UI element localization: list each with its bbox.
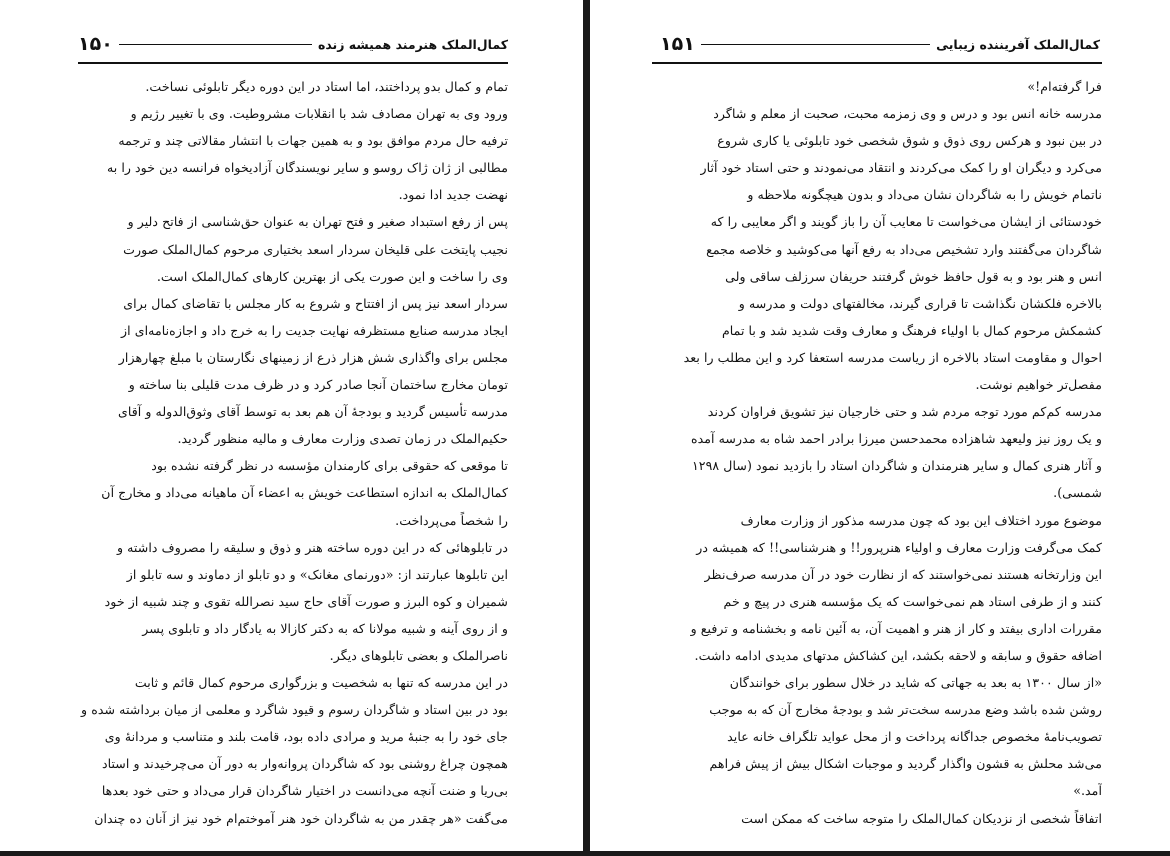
text-line: می‌گفت «هر چقدر من به شاگردان خود هنر آموختم‌ام خود نیز از آنان ده چندان: [94, 810, 508, 826]
text-line: حکیم‌الملک در زمان تصدی وزارت معارف و مالیه منظور گردید.: [177, 431, 508, 447]
text-line: شمیران و کوه البرز و صورت آقای حاج سید نصرالله تقوی و چند شبیه از خود: [104, 593, 508, 609]
text-line: کمک می‌گرفت وزارت معارف و اولیاء هنرپرور!! و هنرشناسی!! که همیشه در: [696, 539, 1102, 555]
text-line: این تابلوها عبارتند از: «دورنمای مغانک» و دو تابلو از دماوند و سه تابلو از: [126, 566, 508, 582]
text-line: روشن شده باشد وضع مدرسه سخت‌تر شد و بودجهٔ مخارج آن که به موجب: [709, 702, 1102, 718]
text-line: مقررات اداری بیفتد و کار از هنر و اهمیت آن، به آئین نامه و بخشنامه و ترفیع و: [690, 620, 1102, 636]
left-running-title: کمال‌الملک هنرمند همیشه زنده: [317, 36, 508, 52]
text-line: اضافه حقوق و سابقه و لاحقه بکشد، این کشاکش مدتهای مدیدی ادامه داشت.: [694, 647, 1102, 663]
left-page-number: ۱۵۰: [78, 33, 113, 55]
text-line: را شخصاً می‌پرداخت.: [395, 512, 508, 528]
text-line: کنند و از طرفی استاد هم نمی‌خواست که یک مؤسسه هنری در پیچ و خم: [723, 593, 1102, 609]
text-line: و از روی آینه و شبیه مولانا که به دکتر کازالا به یادگار داد و تابلوی پسر: [142, 620, 508, 636]
text-line: در این مدرسه که تنها به شخصیت و بزرگواری مرحوم کمال قائم و ثابت: [134, 675, 508, 691]
right-page-header: [660, 24, 1100, 64]
text-line: تصویب‌نامهٔ مخصوص جداگانه پرداخت و از محل عواید تلگراف خانه عاید: [727, 729, 1102, 745]
text-line: جای خود را به جنبهٔ مرید و مرادی داده بود، قامت بلند و متناسب و مردانهٔ وی: [104, 729, 508, 745]
right-running-title: کمال‌الملک آفریننده زیبایی: [936, 36, 1100, 52]
right-page-number: ۱۵۱: [660, 33, 695, 55]
text-line: نهضت جدید ادا نمود.: [398, 187, 508, 203]
text-line: تا موقعی که حقوقی برای کارمندان مؤسسه در نظر گرفته نشده بود: [151, 458, 508, 474]
text-line: کشمکش مرحوم کمال با اولیاء فرهنگ و معارف وقت شدید شد و با تمام: [721, 322, 1102, 338]
right-header-rule: [652, 62, 1102, 64]
text-line: بی‌ریا و ضنت آنچه می‌دانست در اختیار شاگردان قرار می‌داد و حتی خود بعدها: [101, 783, 508, 799]
text-line: می‌شد محلش به قشون واگذار گردید و موجبات اشکال بیش از پیش فراهم: [709, 756, 1102, 772]
text-line: و یک روز نیز ولیعهد شاهزاده محمدحسن میرزا برادر احمد شاه به مدرسه آمده: [690, 431, 1102, 447]
text-line: «از سال ۱۳۰۰ به بعد به جهاتی که شاید در خلال سطور برای خوانندگان: [729, 675, 1102, 691]
right-page-body: [652, 73, 1102, 832]
text-line: بالاخره فلکشان نگذاشت تا قراری گیرند، مخالفتهای دولت و مدرسه و: [738, 295, 1102, 311]
text-line: نجیب پایتخت علی قلیخان سردار اسعد بختیاری مرحوم کمال‌الملک صورت: [123, 241, 508, 257]
right-page: [590, 0, 1170, 856]
text-line: مجلس برای واگذاری شش هزار ذرع از زمینهای نگارستان با مبلغ چهارهزار: [118, 349, 508, 365]
scan-bottom-edge: [0, 851, 1170, 856]
text-line: پس از رفع استبداد صغیر و فتح تهران به عنوان حق‌شناسی از فاتح دلیر و: [127, 214, 508, 230]
text-line: انس و هنر بود و به قول حافظ خوش گرفتند حریفان سرزلف ساقی ولی: [725, 268, 1102, 284]
text-line: اتفاقاً شخصی از نزدیکان کمال‌الملک را متوجه ساخت که ممکن است: [741, 810, 1102, 826]
text-line: مطالبی از ژان ژاک روسو و سایر نویسندگان آزادیخواه فرانسه دین خود را به: [106, 160, 508, 176]
left-header-rule: [78, 62, 508, 64]
text-line: موضوع مورد اختلاف این بود که چون مدرسه مذکور از وزارت معارف: [740, 512, 1102, 528]
book-spine: [583, 0, 590, 856]
text-line: تمام و کمال بدو پرداختند، اما استاد در این دوره دیگر تابلوئی نساخت.: [145, 79, 508, 94]
left-page-body: [78, 73, 508, 832]
text-line: وی را ساخت و این صورت یکی از بهترین کارهای کمال‌الملک است.: [156, 268, 508, 284]
text-line: ایجاد مدرسه صنایع مستظرفه نهایت جدیت را به خرج داد و اجازه‌نامه‌ای از: [121, 322, 508, 338]
text-line: می‌کرد و دیگران او را کمک می‌کردند و انتقاد می‌نمودند و حتی استاد خود آثار: [700, 160, 1102, 176]
text-line: کمال‌الملک به اندازه استطاعت خویش به اعضاء آن ماهیانه می‌داد و مخارج آن: [101, 485, 508, 501]
text-line: آمد.»: [1073, 783, 1102, 799]
text-line: ناتمام خویش را به شاگردان نشان می‌داد و بدون هیچگونه ملاحظه و: [747, 187, 1102, 203]
text-line: ترفیه حال مردم موافق بود و به همین جهات با انتشار مقالاتی چند و ترجمه: [118, 133, 508, 149]
left-page: [0, 0, 583, 856]
text-line: مدرسه خانه انس بود و درس و وی زمزمه محبت، صحبت از معلم و شاگرد: [713, 106, 1102, 122]
text-line: مدرسه کم‌کم مورد توجه مردم شد و حتی خارجیان نیز تشویق فراوان کردند: [707, 404, 1102, 420]
header-dash: [119, 44, 312, 45]
text-line: و آثار هنری کمال و سایر هنرمندان و شاگردان استاد را بازدید نمود (سال ۱۲۹۸: [691, 458, 1102, 474]
text-line: ورود وی به تهران مصادف شد با انقلابات مشروطیت. وی با تغییر رژیم و: [130, 106, 508, 122]
text-line: بود در بین استاد و شاگردان رسوم و قیود شاگرد و معلمی از میان برداشته شده و: [81, 702, 508, 718]
text-line: تومان مخارج ساختمان آنجا صادر کرد و در ظرف مدت قلیلی بنا ساخته و: [128, 377, 508, 393]
text-line: شمسی).: [1053, 485, 1102, 501]
text-line: همچون چراغ روشنی بود که شاگردان پروانه‌وار به دور آن می‌چرخیدند و استاد: [101, 756, 508, 772]
text-line: سردار اسعد نیز پس از افتتاح و شروع به کار مجلس با تقاضای کمال برای: [123, 295, 508, 311]
text-line: مفصل‌تر خواهیم نوشت.: [975, 377, 1102, 393]
text-line: مدرسه تأسیس گردید و بودجهٔ آن هم بعد به توسط آقای وثوق‌الدوله و آقای: [117, 404, 508, 420]
left-page-header: [78, 24, 508, 64]
text-line: احوال و مقاومت استاد بالاخره از ریاست مدرسه استعفا کرد و این مطلب را بعد: [683, 349, 1102, 365]
text-line: این وزارتخانه هستند نمی‌خواستند که از نظارت خود در آن مدرسه صرف‌نظر: [704, 566, 1102, 582]
header-dash: [701, 44, 930, 45]
text-line: شاگردان می‌گفتند وارد تشخیص می‌داد به رفع آنها می‌کوشید و خلاصه مجمع: [706, 241, 1102, 257]
text-line: در بین نبود و هرکس روی ذوق و شوق شخصی خود تابلوئی یا کاری شروع: [717, 133, 1102, 149]
text-line: ناصرالملک و بعضی تابلوهای دیگر.: [329, 647, 508, 663]
text-line: فرا گرفته‌ام!»: [1027, 79, 1102, 94]
text-line: در تابلوهائی که در این دوره ساخته هنر و ذوق و سلیقه را مصروف داشته و: [116, 539, 508, 555]
text-line: خودستائی از ایشان می‌خواست تا معایب آن را باز گویند و اگر معایبی را که: [710, 214, 1102, 230]
